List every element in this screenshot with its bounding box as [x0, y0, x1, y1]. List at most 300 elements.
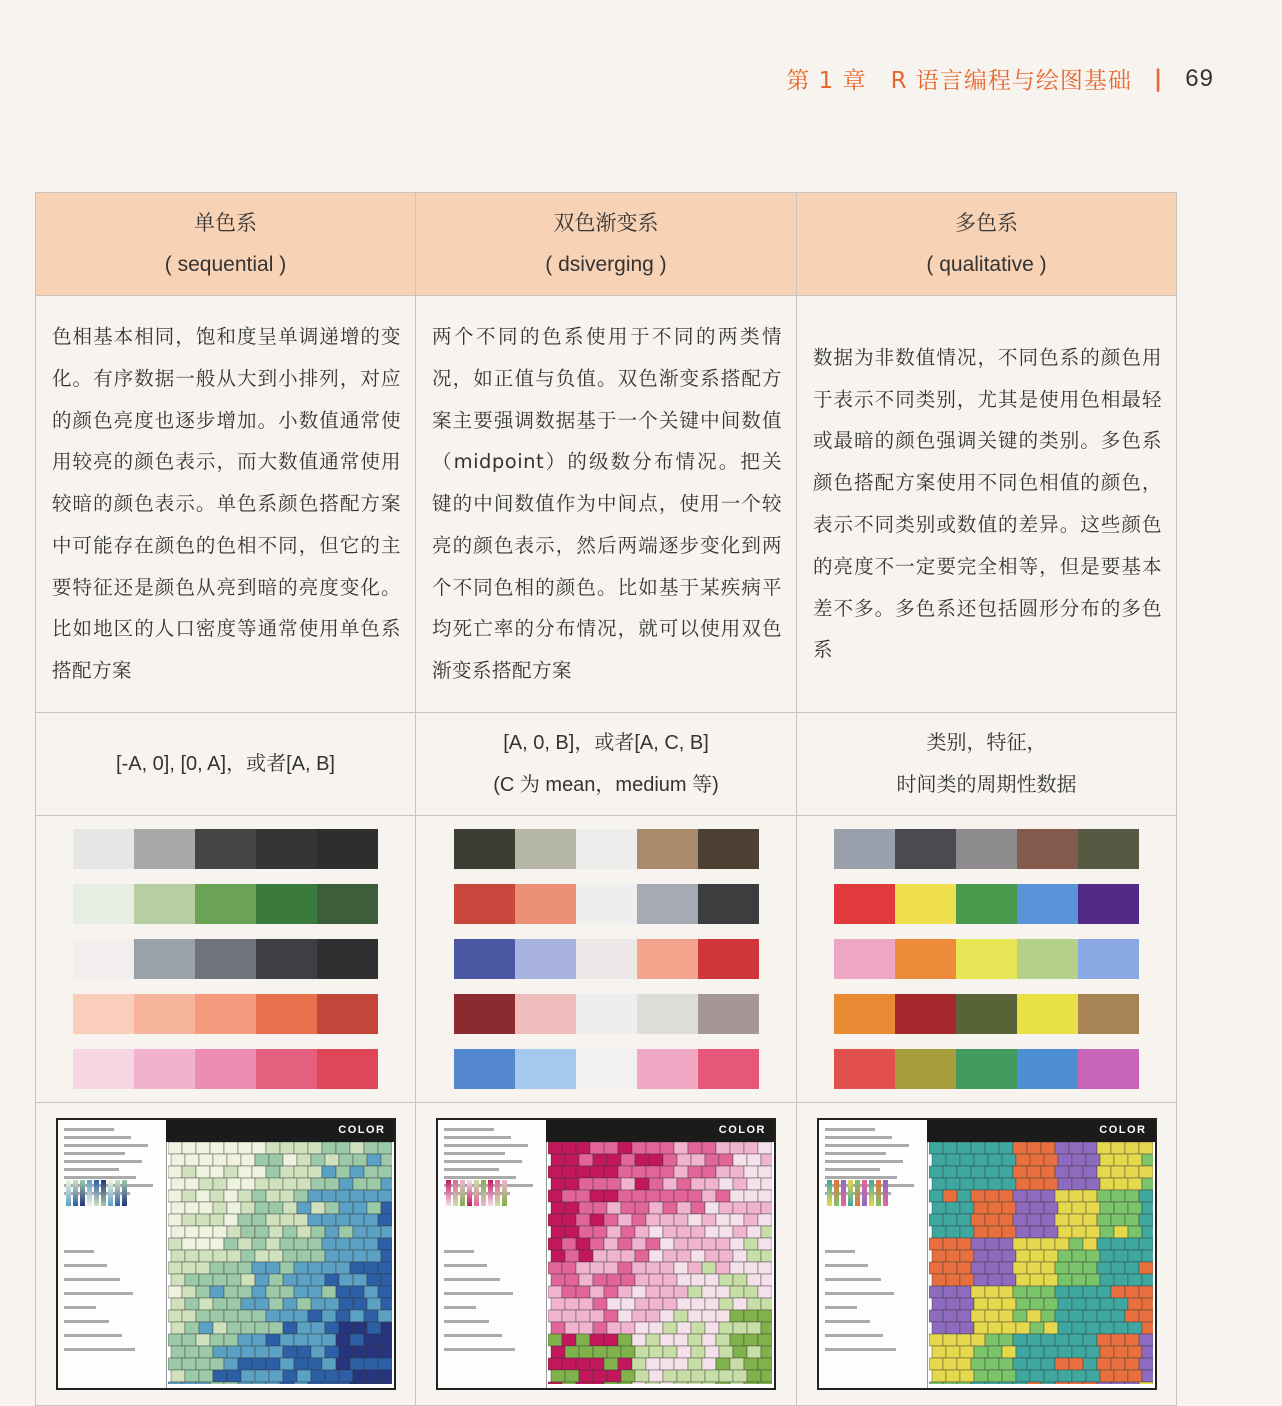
map-region: [1086, 1370, 1100, 1382]
color-swatch: [956, 829, 1017, 869]
map-region: [1069, 1166, 1083, 1178]
map-region: [294, 1310, 308, 1322]
color-swatch: [1017, 939, 1078, 979]
map-region: [269, 1178, 283, 1190]
map-region: [1097, 1358, 1111, 1370]
map-region: [378, 1286, 392, 1298]
map-region: [733, 1346, 747, 1358]
map-region: [1016, 1298, 1030, 1310]
map-region: [688, 1334, 702, 1346]
map-region: [691, 1178, 705, 1190]
color-swatch: [637, 994, 698, 1034]
map-region: [999, 1262, 1013, 1274]
description-row: [36, 296, 1177, 713]
map-region: [364, 1190, 378, 1202]
map-region: [378, 1310, 392, 1322]
map-region: [353, 1226, 367, 1238]
color-swatch: [454, 1049, 515, 1089]
map-region: [716, 1286, 730, 1298]
map-region: [551, 1154, 565, 1166]
map-region: [618, 1142, 632, 1154]
map-region: [1002, 1250, 1016, 1262]
map-region: [241, 1178, 255, 1190]
map-region: [576, 1358, 590, 1370]
map-region: [593, 1370, 607, 1382]
map-region: [350, 1334, 364, 1346]
range-row: [36, 713, 1177, 816]
map-region: [960, 1298, 974, 1310]
map-region: [1044, 1370, 1058, 1382]
map-region: [311, 1298, 325, 1310]
map-region: [618, 1382, 632, 1384]
map-region: [551, 1226, 565, 1238]
map-region: [593, 1298, 607, 1310]
map-region: [196, 1238, 210, 1250]
map-region: [593, 1178, 607, 1190]
map-region: [971, 1382, 985, 1384]
map-region: [1097, 1190, 1111, 1202]
map-region: [747, 1202, 761, 1214]
map-region: [562, 1382, 576, 1384]
colorbrewer-screenshot: [436, 1118, 776, 1390]
map-region: [590, 1334, 604, 1346]
map-region: [747, 1274, 761, 1286]
map-region: [1139, 1382, 1153, 1384]
map-region: [1016, 1274, 1030, 1286]
map-region: [339, 1274, 353, 1286]
map-region: [280, 1382, 294, 1384]
map-region: [719, 1202, 733, 1214]
map-region: [210, 1286, 224, 1298]
map-region: [227, 1178, 241, 1190]
map-region: [960, 1202, 974, 1214]
map-svg: [168, 1142, 392, 1384]
map-region: [213, 1298, 227, 1310]
map-region: [283, 1154, 297, 1166]
map-region: [607, 1346, 621, 1358]
map-region: [1100, 1178, 1114, 1190]
map-region: [946, 1274, 960, 1286]
map-region: [241, 1226, 255, 1238]
map-region: [607, 1202, 621, 1214]
swatch-row: [834, 884, 1139, 924]
color-swatch: [256, 829, 317, 869]
map-region: [297, 1298, 311, 1310]
map-region: [607, 1370, 621, 1382]
map-region: [716, 1358, 730, 1370]
map-region: [1097, 1310, 1111, 1322]
map-region: [1072, 1154, 1086, 1166]
map-region: [705, 1202, 719, 1214]
map-region: [565, 1178, 579, 1190]
map-region: [733, 1274, 747, 1286]
map-region: [702, 1358, 716, 1370]
map-region: [1139, 1310, 1153, 1322]
map-region: [702, 1142, 716, 1154]
map-region: [238, 1286, 252, 1298]
map-region: [1030, 1370, 1044, 1382]
map-region: [957, 1214, 971, 1226]
map-region: [1097, 1238, 1111, 1250]
map-region: [635, 1178, 649, 1190]
map-region: [1058, 1202, 1072, 1214]
map-region: [1041, 1214, 1055, 1226]
map-region: [224, 1214, 238, 1226]
map-region: [576, 1310, 590, 1322]
map-region: [758, 1238, 772, 1250]
map-region: [946, 1178, 960, 1190]
map-region: [576, 1262, 590, 1274]
map-region: [1030, 1154, 1044, 1166]
color-swatch: [1017, 829, 1078, 869]
map-region: [663, 1226, 677, 1238]
map-region: [943, 1262, 957, 1274]
map-region: [716, 1166, 730, 1178]
map-region: [171, 1346, 185, 1358]
map-region: [213, 1370, 227, 1382]
map-region: [1142, 1154, 1153, 1166]
map-region: [381, 1202, 392, 1214]
map-region: [283, 1274, 297, 1286]
color-swatch: [515, 1049, 576, 1089]
map-region: [252, 1262, 266, 1274]
swatches-sequential: [36, 816, 416, 1103]
map-region: [929, 1190, 943, 1202]
map-region: [322, 1382, 336, 1384]
map-region: [1111, 1382, 1125, 1384]
map-region: [946, 1370, 960, 1382]
map-region: [551, 1370, 565, 1382]
map-region: [974, 1274, 988, 1286]
swatch-row: [454, 994, 759, 1034]
map-region: [381, 1250, 392, 1262]
map-region: [353, 1178, 367, 1190]
map-region: [705, 1274, 719, 1286]
map-region: [336, 1238, 350, 1250]
map-region: [185, 1322, 199, 1334]
map-region: [971, 1214, 985, 1226]
map-region: [182, 1142, 196, 1154]
map-region: [635, 1226, 649, 1238]
map-region: [719, 1370, 733, 1382]
map-region: [171, 1154, 185, 1166]
map-region: [1041, 1358, 1055, 1370]
map-region: [744, 1334, 758, 1346]
map-region: [238, 1358, 252, 1370]
map-region: [1072, 1298, 1086, 1310]
map-region: [744, 1310, 758, 1322]
map-region: [635, 1370, 649, 1382]
map-region: [646, 1142, 660, 1154]
map-region: [182, 1238, 196, 1250]
map-region: [1111, 1238, 1125, 1250]
map-region: [283, 1346, 297, 1358]
map-region: [364, 1142, 378, 1154]
color-swatch: [698, 939, 759, 979]
map-region: [1002, 1178, 1016, 1190]
map-region: [269, 1154, 283, 1166]
map-region: [182, 1190, 196, 1202]
map-region: [957, 1286, 971, 1298]
map-region: [252, 1166, 266, 1178]
map-region: [238, 1262, 252, 1274]
map-region: [227, 1274, 241, 1286]
map-region: [974, 1202, 988, 1214]
map-region: [1142, 1322, 1153, 1334]
color-swatch: [1017, 884, 1078, 924]
map-region: [579, 1346, 593, 1358]
swatch-row: [454, 939, 759, 979]
map-region: [691, 1274, 705, 1286]
map-region: [576, 1238, 590, 1250]
map-region: [733, 1202, 747, 1214]
map-region: [1058, 1346, 1072, 1358]
map-region: [1055, 1190, 1069, 1202]
map-region: [168, 1190, 182, 1202]
map-region: [1041, 1142, 1055, 1154]
map-region: [1041, 1166, 1055, 1178]
map-region: [283, 1298, 297, 1310]
map-region: [943, 1238, 957, 1250]
map-region: [929, 1166, 943, 1178]
map-region: [618, 1238, 632, 1250]
map-region: [688, 1190, 702, 1202]
map-region: [280, 1238, 294, 1250]
map-region: [716, 1214, 730, 1226]
range-line: [-A, 0], [0, A]，或者[A, B]: [116, 753, 335, 775]
map-region: [719, 1226, 733, 1238]
map-region: [182, 1382, 196, 1384]
map-region: [1100, 1322, 1114, 1334]
map-region: [1044, 1226, 1058, 1238]
map-region: [943, 1214, 957, 1226]
map-region: [932, 1250, 946, 1262]
map-region: [1041, 1190, 1055, 1202]
map-region: [761, 1274, 772, 1286]
map-region: [716, 1382, 730, 1384]
column-header-qualitative: [797, 193, 1177, 296]
map-region: [1027, 1310, 1041, 1322]
color-swatch: [73, 884, 134, 924]
map-region: [350, 1238, 364, 1250]
map-region: [677, 1250, 691, 1262]
map-region: [716, 1334, 730, 1346]
map-region: [168, 1382, 182, 1384]
map-region: [565, 1154, 579, 1166]
map-region: [367, 1250, 381, 1262]
map-region: [1072, 1178, 1086, 1190]
map-region: [311, 1370, 325, 1382]
map-region: [339, 1226, 353, 1238]
map-region: [988, 1274, 1002, 1286]
map-region: [171, 1250, 185, 1262]
map-region: [576, 1166, 590, 1178]
swatches-qualitative: [797, 816, 1177, 1103]
map-region: [269, 1346, 283, 1358]
map-region: [213, 1250, 227, 1262]
map-region: [1139, 1334, 1153, 1346]
map-region: [960, 1178, 974, 1190]
map-region: [1128, 1154, 1142, 1166]
map-region: [929, 1214, 943, 1226]
map-region: [224, 1238, 238, 1250]
map-region: [590, 1310, 604, 1322]
map-region: [621, 1178, 635, 1190]
map-region: [1083, 1334, 1097, 1346]
map-region: [224, 1190, 238, 1202]
map-region: [548, 1238, 562, 1250]
range-line: 类别，特征，: [926, 732, 1047, 754]
map-region: [227, 1370, 241, 1382]
map-region: [185, 1298, 199, 1310]
map-region: [322, 1238, 336, 1250]
map-region: [199, 1202, 213, 1214]
map-region: [353, 1370, 367, 1382]
map-region: [339, 1202, 353, 1214]
map-region: [1069, 1382, 1083, 1384]
map-region: [691, 1154, 705, 1166]
map-region: [294, 1214, 308, 1226]
map-region: [663, 1370, 677, 1382]
map-region: [381, 1226, 392, 1238]
map-region: [974, 1226, 988, 1238]
map-region: [932, 1346, 946, 1358]
map-region: [1055, 1382, 1069, 1384]
map-region: [1111, 1262, 1125, 1274]
map-region: [674, 1358, 688, 1370]
map-region: [562, 1238, 576, 1250]
map-region: [1139, 1142, 1153, 1154]
map-region: [294, 1238, 308, 1250]
column-name-en: ( qualitative ): [926, 253, 1047, 276]
map-region: [1041, 1310, 1055, 1322]
map-region: [649, 1250, 663, 1262]
map-region: [974, 1154, 988, 1166]
map-region: [590, 1142, 604, 1154]
map-region: [702, 1310, 716, 1322]
map-region: [974, 1250, 988, 1262]
map-region: [311, 1274, 325, 1286]
map-region: [325, 1202, 339, 1214]
map-region: [241, 1370, 255, 1382]
swatch-row: [454, 1049, 759, 1089]
color-swatch: [834, 994, 895, 1034]
color-swatch: [895, 939, 956, 979]
map-region: [674, 1166, 688, 1178]
map-region: [971, 1334, 985, 1346]
choropleth-map: [546, 1142, 774, 1388]
map-region: [168, 1310, 182, 1322]
map-region: [339, 1370, 353, 1382]
map-region: [1125, 1166, 1139, 1178]
map-region: [252, 1310, 266, 1322]
map-region: [168, 1286, 182, 1298]
map-region: [311, 1226, 325, 1238]
map-region: [719, 1346, 733, 1358]
map-region: [579, 1298, 593, 1310]
map-region: [325, 1298, 339, 1310]
map-region: [1027, 1286, 1041, 1298]
map-region: [730, 1334, 744, 1346]
map-region: [960, 1226, 974, 1238]
map-region: [339, 1322, 353, 1334]
swatch-row: [73, 1049, 378, 1089]
range-sequential: [36, 713, 416, 816]
map-region: [730, 1286, 744, 1298]
map-region: [660, 1214, 674, 1226]
map-region: [325, 1154, 339, 1166]
map-region: [716, 1190, 730, 1202]
map-region: [1086, 1346, 1100, 1358]
color-swatch: [956, 884, 1017, 924]
map-region: [761, 1298, 772, 1310]
map-region: [1002, 1298, 1016, 1310]
map-region: [325, 1250, 339, 1262]
map-region: [350, 1166, 364, 1178]
map-region: [1069, 1238, 1083, 1250]
map-region: [1083, 1262, 1097, 1274]
map-region: [579, 1178, 593, 1190]
map-region: [604, 1358, 618, 1370]
map-region: [974, 1298, 988, 1310]
map-region: [311, 1250, 325, 1262]
map-region: [1016, 1154, 1030, 1166]
map-region: [719, 1178, 733, 1190]
map-region: [929, 1238, 943, 1250]
color-swatch: [637, 939, 698, 979]
map-region: [1044, 1346, 1058, 1358]
map-region: [350, 1214, 364, 1226]
map-region: [283, 1226, 297, 1238]
map-region: [758, 1190, 772, 1202]
map-region: [758, 1166, 772, 1178]
map-region: [747, 1370, 761, 1382]
map-region: [1100, 1346, 1114, 1358]
map-region: [1069, 1286, 1083, 1298]
map-cell-sequential: [36, 1103, 416, 1406]
swatch-row: [834, 994, 1139, 1034]
map-region: [957, 1238, 971, 1250]
map-region: [733, 1178, 747, 1190]
map-region: [1142, 1250, 1153, 1262]
map-region: [364, 1310, 378, 1322]
map-region: [1013, 1142, 1027, 1154]
map-region: [1125, 1358, 1139, 1370]
map-region: [960, 1322, 974, 1334]
map-region: [1072, 1370, 1086, 1382]
map-region: [702, 1166, 716, 1178]
map-region: [210, 1262, 224, 1274]
map-region: [974, 1370, 988, 1382]
map-region: [252, 1286, 266, 1298]
map-region: [224, 1334, 238, 1346]
map-region: [1111, 1214, 1125, 1226]
color-swatch: [195, 829, 256, 869]
map-region: [632, 1214, 646, 1226]
map-region: [1072, 1322, 1086, 1334]
map-region: [649, 1202, 663, 1214]
map-region: [224, 1166, 238, 1178]
map-region: [1072, 1250, 1086, 1262]
map-region: [705, 1226, 719, 1238]
column-header-diverging: [416, 193, 797, 296]
map-region: [280, 1142, 294, 1154]
color-swatch: [1078, 1049, 1139, 1089]
map-region: [266, 1262, 280, 1274]
map-region: [238, 1310, 252, 1322]
map-region: [1142, 1178, 1153, 1190]
color-swatch: [73, 829, 134, 869]
